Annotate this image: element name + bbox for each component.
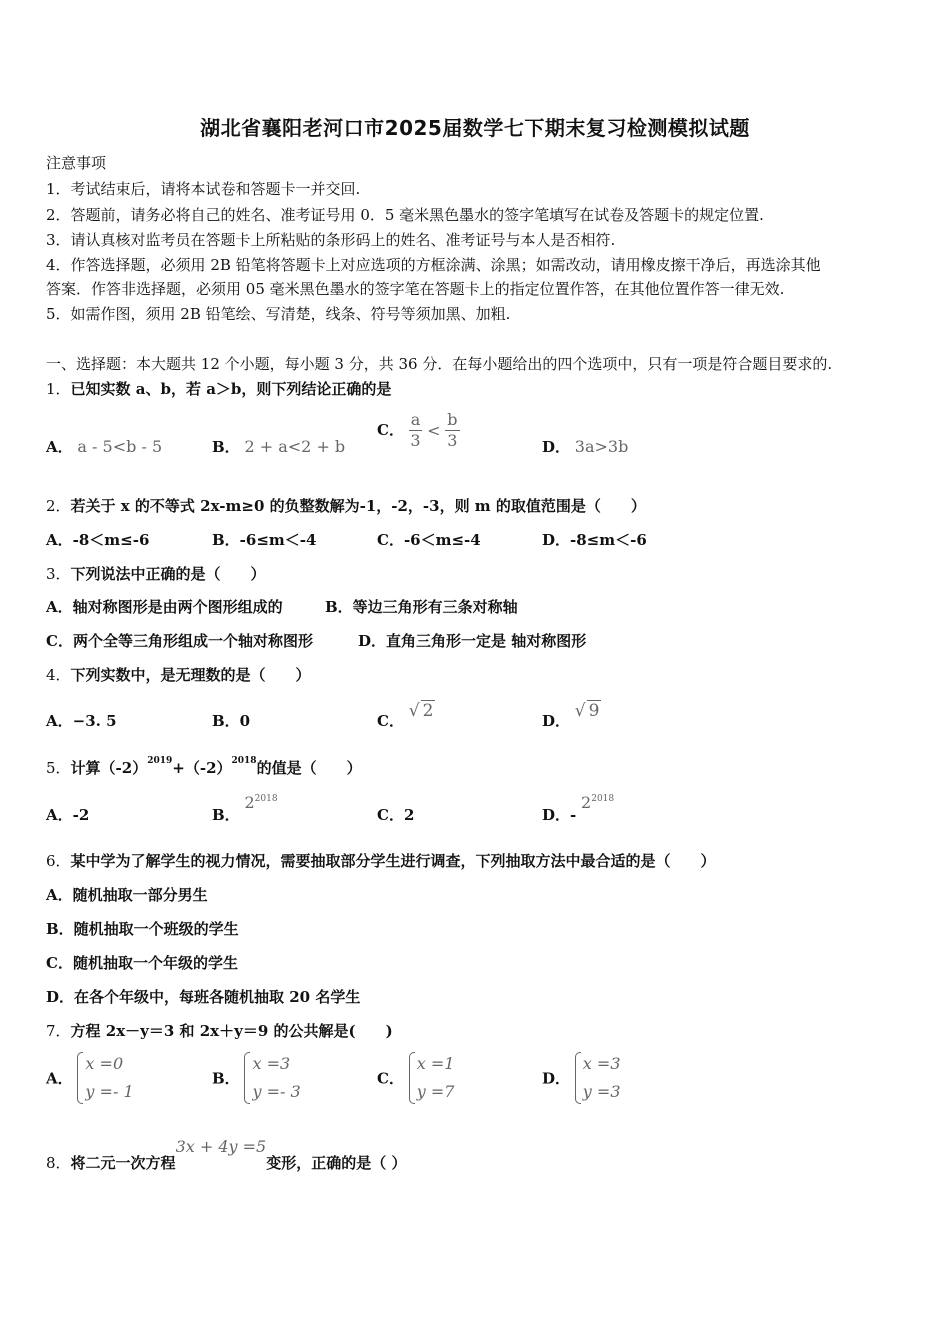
question-number: 4．: [46, 666, 71, 684]
fraction: $\frac{a}{3}$: [410, 410, 421, 450]
q4-option-a: A．−3. 5: [46, 712, 117, 730]
notice-item: 4．作答选择题，必须用 2B 铅笔将答题卡上对应选项的方框涂满、涂黑；如需改动，请用橡皮擦干净后，再选涂其他: [46, 256, 821, 274]
question-5: [46, 757, 362, 778]
option-label: D．: [542, 806, 571, 824]
q4-option-d: [542, 700, 601, 730]
question-number: 6．: [46, 852, 71, 870]
question-text: 将二元一次方程: [70, 1154, 176, 1172]
q1-option-a: [46, 436, 162, 457]
q6-option-d: D．在各个年级中，每班各随机抽取 20 名学生: [46, 988, 361, 1006]
q2-option-c: C．-6＜m≤-4: [377, 531, 481, 549]
question-8: [46, 1136, 407, 1172]
q1-option-d: [542, 436, 628, 457]
option-label: C．: [377, 420, 404, 439]
power-exponent: 2018: [591, 794, 615, 804]
equation-system: x =3 y =3: [575, 1050, 621, 1106]
power-base: 2: [581, 793, 592, 812]
q2-option-b: B．-6≤m＜-4: [212, 531, 317, 549]
page-title: 湖北省襄阳老河口市2025届数学七下期末复习检测模拟试题: [200, 116, 750, 140]
option-label: C．: [377, 712, 404, 730]
q6-option-b: B．随机抽取一个班级的学生: [46, 920, 239, 938]
q6-option-c: C．随机抽取一个年级的学生: [46, 954, 238, 972]
option-label: A．: [46, 438, 73, 456]
question-number: 3．: [46, 565, 71, 583]
option-label: A．: [46, 1069, 73, 1088]
q3-option-a: A．轴对称图形是由两个图形组成的: [46, 598, 283, 616]
question-text: 下列说法中正确的是（ ）: [70, 565, 266, 583]
notice-item: 答案．作答非选择题，必须用 05 毫米黑色墨水的签字笔在答题卡上的指定位置作答，在其他位置作答一律无效.: [46, 280, 785, 298]
q4-option-c: [377, 700, 435, 730]
section-heading: 一、选择题：本大题共 12 个小题，每小题 3 分，共 36 分．在每小题给出的四个选项中，只有一项是符合题目要求的.: [46, 355, 833, 373]
question-number: 1．: [46, 380, 71, 398]
q1-option-c: [377, 410, 460, 451]
q5-option-b: [212, 792, 278, 824]
notice-item: 3．请认真核对监考员在答题卡上所粘贴的条形码上的姓名、准考证号与本人是否相符.: [46, 231, 616, 249]
q5-option-a: A．-2: [46, 806, 90, 824]
q7-option-d: [542, 1050, 621, 1106]
notice-item: 2．答题前，请务必将自己的姓名、准考证号用 0．5 毫米黑色墨水的签字笔填写在试卷及答题卡的规定位置.: [46, 206, 764, 224]
exponent: 2019: [147, 756, 173, 766]
q2-option-d: D．-8≤m＜-6: [542, 531, 647, 549]
q5-option-d: [542, 792, 615, 824]
q1-option-b: [212, 436, 345, 457]
equation-system: x =3 y =- 3: [244, 1050, 300, 1106]
negative-sign: -: [570, 806, 577, 824]
equation-system: x =0 y =- 1: [77, 1050, 133, 1106]
q7-option-c: [377, 1050, 454, 1106]
notice-item: 5．如需作图，须用 2B 铅笔绘、写清楚，线条、符号等须加黑、加粗.: [46, 305, 511, 323]
question-text: 某中学为了解学生的视力情况，需要抽取部分学生进行调查，下列抽取方法中最合适的是（ ）: [70, 852, 716, 870]
question-2: [46, 495, 646, 516]
question-4: [46, 664, 311, 685]
q3-option-d: D．直角三角形一定是 轴对称图形: [358, 632, 587, 650]
option-math: a - 5<b - 5: [77, 437, 163, 456]
option-label: C．: [377, 1069, 404, 1088]
option-math: 3a>3b: [574, 437, 629, 456]
q4-option-b: B．0: [212, 712, 251, 730]
sqrt-expression: √ 9: [574, 701, 600, 721]
option-label: D．: [542, 1069, 571, 1088]
question-text: 若关于 x 的不等式 2x-m≥0 的负整数解为-1，-2，-3，则 m 的取值范围是（ ）: [70, 497, 646, 515]
notice-heading: 注意事项: [46, 154, 107, 172]
q3-option-c: C．两个全等三角形组成一个轴对称图形: [46, 632, 313, 650]
question-number: 5．: [46, 759, 71, 777]
question-number: 7．: [46, 1022, 71, 1040]
option-label: D．: [542, 438, 571, 456]
q5-option-c: C．2: [377, 806, 415, 824]
question-text: 的值是（ ）: [256, 759, 362, 777]
question-6: [46, 850, 716, 871]
question-text: +（-2）: [172, 759, 232, 777]
notice-item: 1．考试结束后，请将本试卷和答题卡一并交回.: [46, 180, 361, 198]
fraction: $\frac{b}{3}$: [447, 410, 458, 450]
option-math: 2 + a<2 + b: [244, 437, 346, 456]
option-label: B．: [212, 806, 240, 824]
question-number: 2．: [46, 497, 71, 515]
equation-system: x =1 y =7: [409, 1050, 455, 1106]
power-exponent: 2018: [254, 794, 278, 804]
question-3: [46, 563, 266, 584]
option-math: <: [427, 421, 441, 440]
q7-option-a: [46, 1050, 134, 1106]
q6-option-a: A．随机抽取一部分男生: [46, 886, 208, 904]
question-1: [46, 378, 391, 399]
q3-option-b: B．等边三角形有三条对称轴: [325, 598, 518, 616]
equation: 3x + 4y =5: [175, 1137, 267, 1156]
question-text: 方程 2x－y＝3 和 2x＋y＝9 的公共解是( ): [70, 1022, 393, 1040]
question-text: 计算（-2）: [70, 759, 148, 777]
q7-option-b: [212, 1050, 301, 1106]
q2-option-a: A．-8＜m≤-6: [46, 531, 150, 549]
question-text: 变形，正确的是（ ）: [266, 1154, 407, 1172]
sqrt-expression: √ 2: [408, 701, 434, 721]
question-text: 下列实数中，是无理数的是（ ）: [70, 666, 311, 684]
question-number: 8．: [46, 1154, 71, 1172]
option-label: B．: [212, 1069, 240, 1088]
power-base: 2: [244, 793, 255, 812]
exponent: 2018: [231, 756, 257, 766]
question-7: [46, 1020, 393, 1041]
question-text: 已知实数 a、b，若 a＞b，则下列结论正确的是: [70, 380, 392, 398]
option-label: D．: [542, 712, 571, 730]
option-label: B．: [212, 438, 240, 456]
